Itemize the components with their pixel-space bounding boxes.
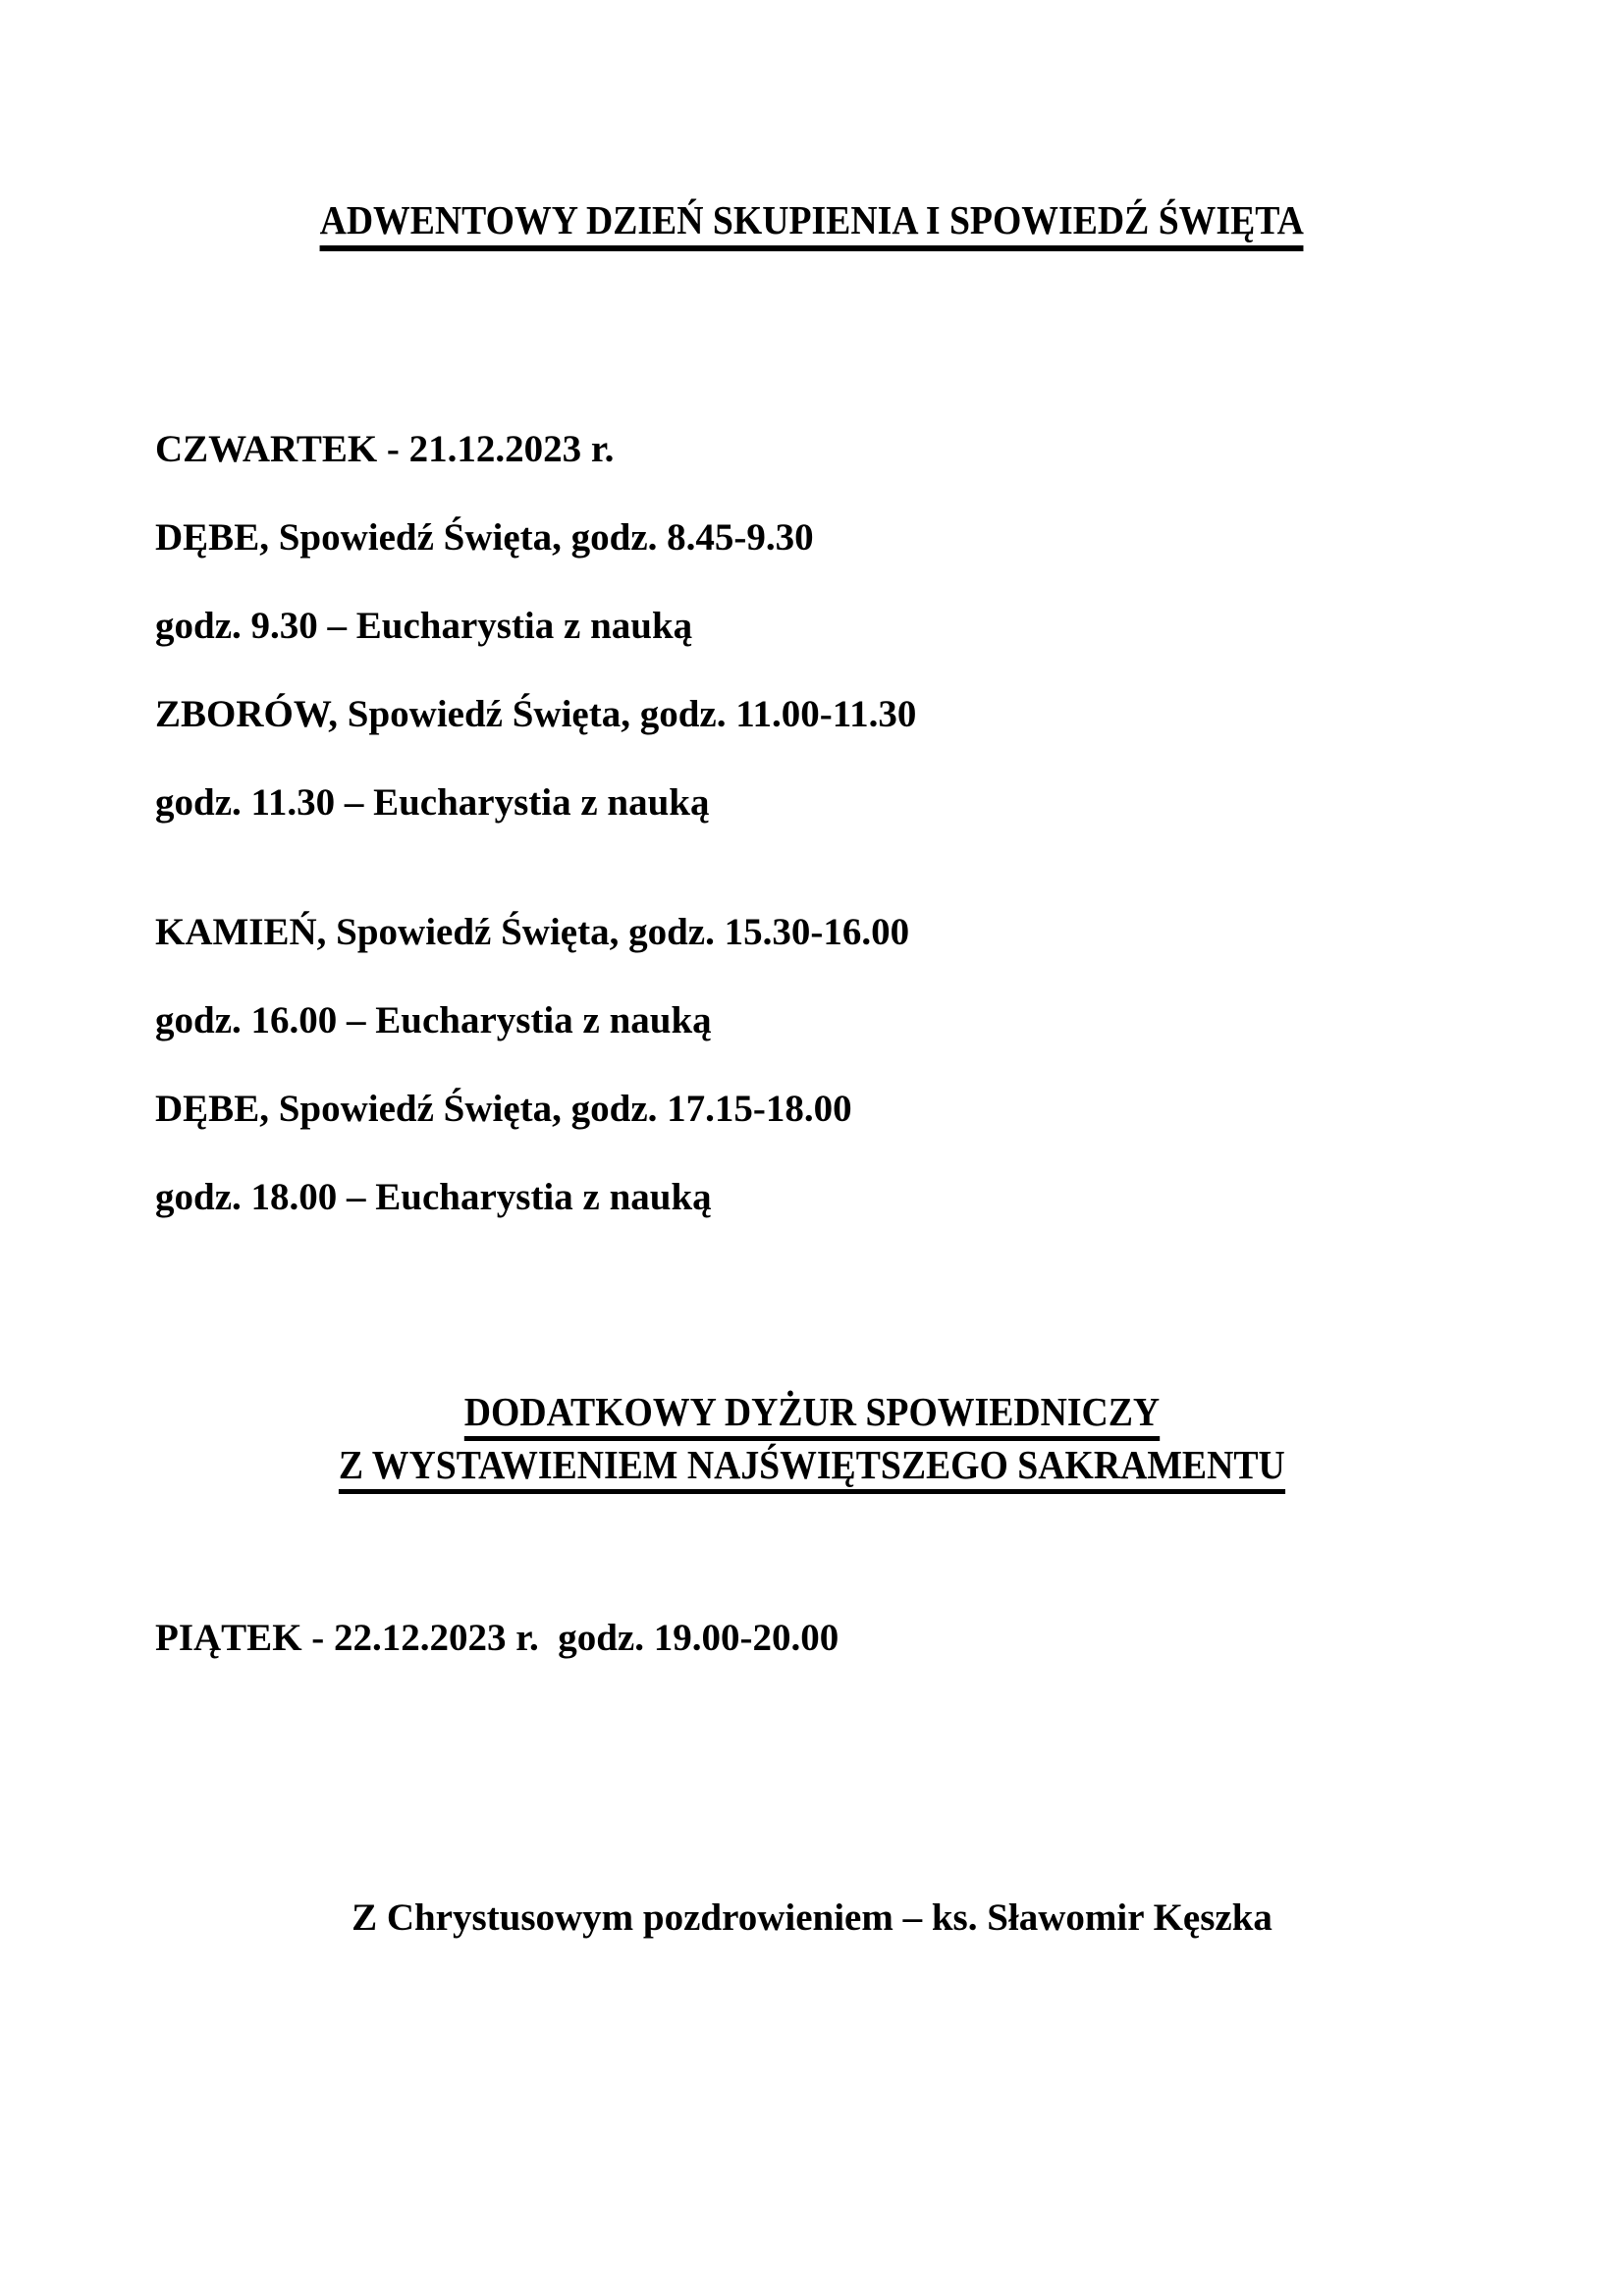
confession-duty-heading-line1 <box>155 1388 1469 1441</box>
schedule-line-eucharist-1130: godz. 11.30 – Eucharystia z nauką <box>155 781 710 824</box>
confession-duty-heading <box>155 1388 1469 1494</box>
confession-duty-heading-line2 <box>155 1441 1469 1494</box>
thursday-date-heading: CZWARTEK - 21.12.2023 r. <box>155 428 615 470</box>
confession-duty-heading-line1-text: DODATKOWY DYŻUR SPOWIEDNICZY <box>464 1388 1160 1441</box>
friday-duty-schedule: PIĄTEK - 22.12.2023 r. godz. 19.00-20.00 <box>155 1617 839 1659</box>
schedule-line-debe-confession-evening: DĘBE, Spowiedź Święta, godz. 17.15-18.00 <box>155 1088 852 1130</box>
document-title <box>155 0 1469 251</box>
confession-duty-heading-line2-text: Z WYSTAWIENIEM NAJŚWIĘTSZEGO SAKRAMENTU <box>339 1441 1285 1494</box>
document-title-text: ADWENTOWY DZIEŃ SKUPIENIA I SPOWIEDŹ ŚWIĘTA <box>320 196 1304 251</box>
schedule-line-debe-confession-morning: DĘBE, Spowiedź Święta, godz. 8.45-9.30 <box>155 516 814 559</box>
closing-salutation: Z Chrystusowym pozdrowieniem – ks. Sławomir Kęszka <box>352 1896 1272 1939</box>
schedule-line-eucharist-930: godz. 9.30 – Eucharystia z nauką <box>155 605 693 647</box>
schedule-line-kamien-confession: KAMIEŃ, Spowiedź Święta, godz. 15.30-16.00 <box>155 911 910 953</box>
schedule-line-eucharist-1800: godz. 18.00 – Eucharystia z nauką <box>155 1176 712 1218</box>
schedule-line-zborow-confession: ZBORÓW, Spowiedź Święta, godz. 11.00-11.30 <box>155 693 917 735</box>
schedule-line-eucharist-1600: godz. 16.00 – Eucharystia z nauką <box>155 999 712 1041</box>
